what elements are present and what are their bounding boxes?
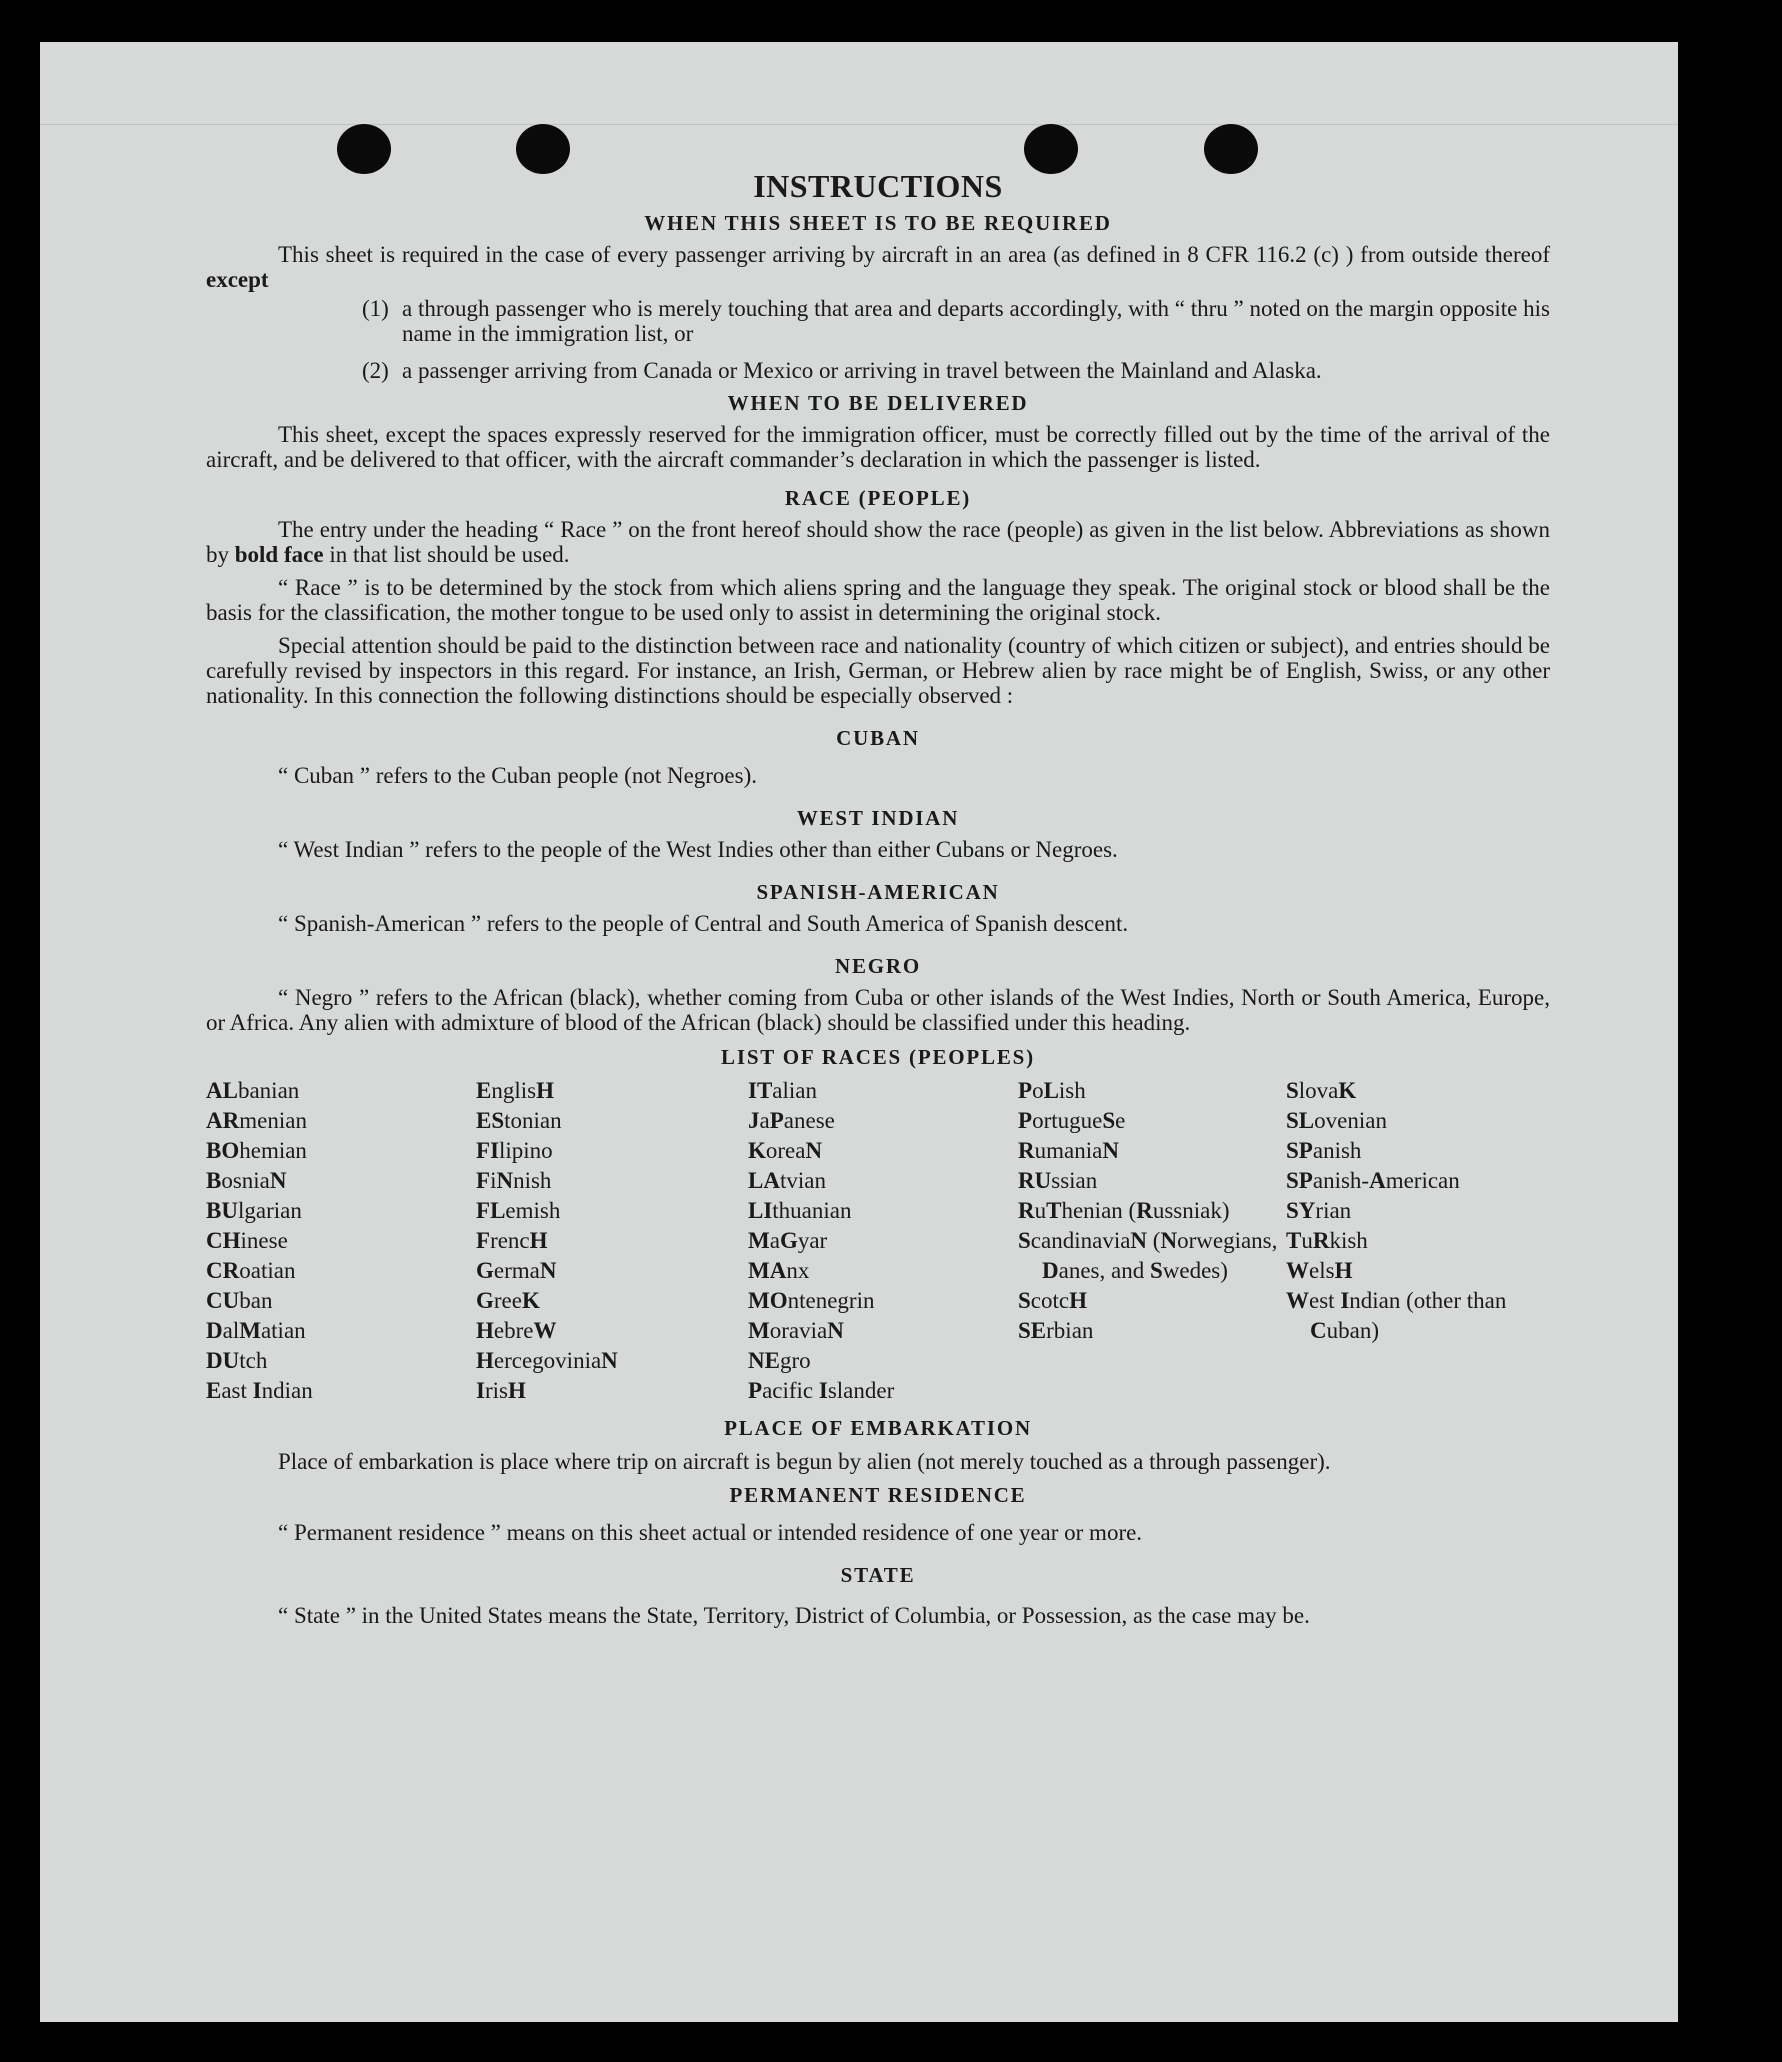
race-entry: BOhemian [206,1138,307,1163]
page-title: INSTRUCTIONS [753,168,1003,204]
exception-item: (2) a passenger arriving from Canada or Mexico or arriving in travel between the Mainland and Alaska. [362,358,1322,383]
race-entry: KoreaN [748,1138,823,1163]
race-entry: ALbanian [206,1078,300,1103]
race-entry: BUlgarian [206,1198,302,1223]
race-entry: SLovenian [1286,1108,1387,1133]
race-entry: EStonian [476,1108,562,1133]
race-entry: West Indian (other than Cuban) [1286,1288,1507,1343]
punch-hole [516,124,570,174]
race-entry: FIlipino [476,1138,553,1163]
race-entry: ARmenian [206,1108,307,1133]
embarkation-text: Place of embarkation is place where trip on aircraft is begun by alien (not merely touched as a through passenger). [278,1449,1331,1474]
races-column [476,1076,748,1406]
cuban-text: “ Cuban ” refers to the Cuban people (not Negroes). [278,763,758,788]
section-heading-negro: NEGRO [834,954,921,978]
race-entry: FiNnish [476,1168,552,1193]
race-entry: HebreW [476,1318,557,1343]
exception-item: (1) a through passenger who is merely touching that area and departs accordingly, with “ thru ” noted on the margin opposite his name in the immigration list, or [362,296,1550,346]
race-entry: IrisH [476,1378,526,1403]
race-entry: CRoatian [206,1258,296,1283]
delivered-paragraph: This sheet, except the spaces expressly reserved for the immigration officer, must be correctly filled out by the time of the arrival of the aircraft, and be delivered to that officer, with the aircraft commander’s declaration in which the passenger is listed. [206,422,1550,472]
race-entry: MOntenegrin [748,1288,875,1313]
race-paragraph-1: The entry under the heading “ Race ” on the front hereof should show the race (people) as given in the list below. Abbreviations as shown by bold face in that list should be used. [206,517,1550,567]
page-fold-line [40,124,1678,125]
section-heading-required: WHEN THIS SHEET IS TO BE REQUIRED [644,211,1112,235]
negro-text: “ Negro ” refers to the African (black), whether coming from Cuba or other islands of the West Indies, North or South America, Europe, or Africa. Any alien with admixture of blood of the African (black) should be classified under this heading. [206,985,1550,1035]
race-entry: NEgro [748,1348,811,1373]
race-entry: BosniaN [206,1168,287,1193]
race-entry: Pacific Islander [748,1378,895,1403]
races-column [1018,1076,1286,1406]
race-entry: SlovaK [1286,1078,1357,1103]
race-entry: FrencH [476,1228,548,1253]
required-paragraph: This sheet is required in the case of every passenger arriving by aircraft in an area (as defined in 8 CFR 116.2 (c) ) from outside thereof except [206,242,1550,292]
races-list [206,1076,1550,1406]
race-entry: EnglisH [476,1078,554,1103]
punch-hole [1024,124,1078,174]
section-heading-residence: PERMANENT RESIDENCE [729,1483,1027,1507]
race-entry: LAtvian [748,1168,826,1193]
except-word: except [206,267,269,292]
race-entry: PoLish [1018,1078,1086,1103]
race-entry: CUban [206,1288,273,1313]
race-entry: ScotcH [1018,1288,1087,1313]
punch-hole [1204,124,1258,174]
race-entry: CHinese [206,1228,288,1253]
section-heading-west-indian: WEST INDIAN [796,806,960,830]
race-entry: PortugueSe [1018,1108,1126,1133]
section-heading-cuban: CUBAN [836,726,920,750]
race-entry: MaGyar [748,1228,828,1253]
race-entry: GreeK [476,1288,540,1313]
punch-hole [337,124,391,174]
state-text: “ State ” in the United States means the State, Territory, District of Columbia, or Possession, as the case may be. [278,1603,1310,1628]
races-column [1286,1076,1550,1406]
section-heading-race: RACE (PEOPLE) [784,486,972,510]
race-entry: RumaniaN [1018,1138,1119,1163]
document-sheet [40,42,1678,2022]
race-entry: JaPanese [748,1108,835,1133]
race-entry: ScandinaviaN (Norwegians, Danes, and Swedes) [1018,1228,1278,1283]
section-heading-spanish-american: SPANISH-AMERICAN [756,880,1000,904]
instructions-body [206,168,1550,1632]
section-heading-embarkation: PLACE OF EMBARKATION [724,1416,1032,1440]
race-entry: DUtch [206,1348,268,1373]
race-entry: LIthuanian [748,1198,852,1223]
race-entry: DalMatian [206,1318,306,1343]
race-entry: GermaN [476,1258,557,1283]
race-entry: SPanish [1286,1138,1362,1163]
race-entry: RuThenian (Russniak) [1018,1198,1230,1223]
west-indian-text: “ West Indian ” refers to the people of the West Indies other than either Cubans or Negroes. [278,837,1118,862]
section-heading-state: STATE [840,1563,916,1587]
residence-text: “ Permanent residence ” means on this sheet actual or intended residence of one year or more. [278,1520,1143,1545]
race-entry: FLemish [476,1198,561,1223]
section-heading-delivered: WHEN TO BE DELIVERED [727,391,1029,415]
race-entry: MoraviaN [748,1318,844,1343]
race-entry: WelsH [1286,1258,1353,1283]
race-entry: RUssian [1018,1168,1098,1193]
race-entry: MAnx [748,1258,810,1283]
race-entry: SYrian [1286,1198,1352,1223]
race-paragraph-2: “ Race ” is to be determined by the stock from which aliens spring and the language they speak. The original stock or blood shall be the basis for the classification, the mother tongue to be used only to assist in determining the original stock. [206,575,1550,625]
races-column [206,1076,476,1406]
race-entry: TuRkish [1286,1228,1368,1253]
race-entry: East Indian [206,1378,313,1403]
race-paragraph-3: Special attention should be paid to the distinction between race and nationality (country of which citizen or subject), and entries should be carefully revised by inspectors in this regard. For instance, an Irish, German, or Hebrew alien by race might be of English, Swiss, or any other nationality. In this connection the following distinctions should be especially observed : [206,633,1550,708]
race-entry: SErbian [1018,1318,1094,1343]
race-entry: HercegoviniaN [476,1348,618,1373]
spanish-american-text: “ Spanish-American ” refers to the people of Central and South America of Spanish descent. [278,911,1129,936]
section-heading-races: LIST OF RACES (PEOPLES) [721,1045,1035,1069]
races-column [748,1076,1018,1406]
race-entry: ITalian [748,1078,817,1103]
race-entry: SPanish-American [1286,1168,1460,1193]
